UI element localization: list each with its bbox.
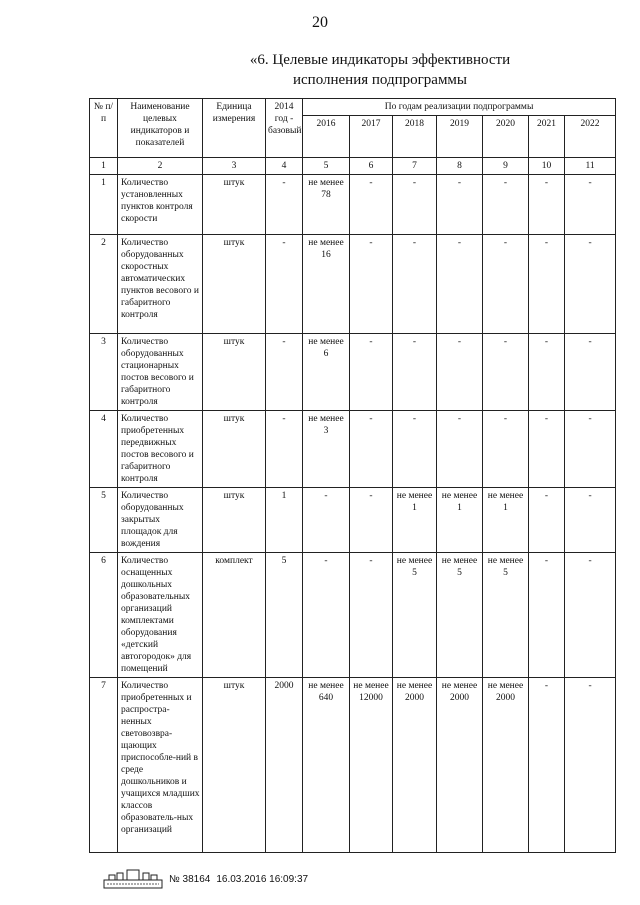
year-value-cell: не менее 5 xyxy=(483,553,529,678)
header-year: 2020 xyxy=(483,116,529,158)
year-value-cell: - xyxy=(350,411,393,488)
table-row xyxy=(90,235,616,334)
col-number: 11 xyxy=(565,158,616,175)
unit-cell: штук xyxy=(203,411,266,488)
year-value-cell: - xyxy=(565,488,616,553)
year-value-cell: - xyxy=(529,553,565,678)
col-number: 10 xyxy=(529,158,565,175)
unit-cell: штук xyxy=(203,175,266,235)
year-value-cell: - xyxy=(303,553,350,678)
year-value-cell: - xyxy=(393,235,437,334)
table-row xyxy=(90,175,616,235)
col-number: 6 xyxy=(350,158,393,175)
base-value-cell: 2000 xyxy=(266,678,303,853)
row-number: 2 xyxy=(90,235,118,334)
col-number: 5 xyxy=(303,158,350,175)
header-num: № п/п xyxy=(90,99,118,158)
base-value-cell: 1 xyxy=(266,488,303,553)
year-value-cell: - xyxy=(350,235,393,334)
year-value-cell: - xyxy=(529,411,565,488)
year-value-cell: не менее 2000 xyxy=(437,678,483,853)
unit-cell: штук xyxy=(203,678,266,853)
year-value-cell: не менее 78 xyxy=(303,175,350,235)
base-value-cell: - xyxy=(266,175,303,235)
row-number: 4 xyxy=(90,411,118,488)
indicator-name: Количество приобретенных и распростра-ненных световозвра-щающих приспособле-ний в среде дошкольников и учащихся младших классов образователь-ных организаций xyxy=(118,678,203,853)
year-value-cell: не менее 6 xyxy=(303,334,350,411)
table-row xyxy=(90,553,616,678)
year-value-cell: не менее 2000 xyxy=(393,678,437,853)
year-value-cell: - xyxy=(437,334,483,411)
table-row xyxy=(90,488,616,553)
document-datetime: 16.03.2016 16:09:37 xyxy=(216,873,309,885)
unit-cell: штук xyxy=(203,235,266,334)
year-value-cell: не менее 3 xyxy=(303,411,350,488)
seal-logo-icon xyxy=(103,868,163,890)
year-value-cell: - xyxy=(393,411,437,488)
column-numbers-row xyxy=(90,158,616,175)
year-value-cell: - xyxy=(565,175,616,235)
header-years-group: По годам реализации подпрограммы xyxy=(303,99,616,116)
year-value-cell: не менее 1 xyxy=(437,488,483,553)
col-number: 4 xyxy=(266,158,303,175)
year-value-cell: - xyxy=(565,678,616,853)
header-year: 2021 xyxy=(529,116,565,158)
year-value-cell: - xyxy=(483,235,529,334)
base-value-cell: - xyxy=(266,235,303,334)
year-value-cell: не менее 1 xyxy=(483,488,529,553)
base-value-cell: - xyxy=(266,411,303,488)
col-number: 2 xyxy=(118,158,203,175)
row-number: 7 xyxy=(90,678,118,853)
year-value-cell: - xyxy=(483,334,529,411)
indicator-name: Количество оборудованных скоростных автоматических пунктов весового и габаритного контроля xyxy=(118,235,203,334)
year-value-cell: - xyxy=(393,334,437,411)
table-row xyxy=(90,678,616,853)
row-number: 1 xyxy=(90,175,118,235)
indicator-name: Количество установленных пунктов контроля скорости xyxy=(118,175,203,235)
year-value-cell: - xyxy=(483,411,529,488)
table-row xyxy=(90,334,616,411)
row-number: 5 xyxy=(90,488,118,553)
page-number: 20 xyxy=(312,14,328,31)
year-value-cell: - xyxy=(350,553,393,678)
unit-cell: штук xyxy=(203,334,266,411)
year-value-cell: не менее 2000 xyxy=(483,678,529,853)
header-year: 2018 xyxy=(393,116,437,158)
row-number: 6 xyxy=(90,553,118,678)
year-value-cell: - xyxy=(437,175,483,235)
header-name: Наименование целевых индикаторов и показателей xyxy=(118,99,203,158)
year-value-cell: - xyxy=(350,334,393,411)
col-number: 3 xyxy=(203,158,266,175)
indicator-name: Количество оборудованных стационарных постов весового и габаритного контроля xyxy=(118,334,203,411)
col-number: 9 xyxy=(483,158,529,175)
section-title xyxy=(200,50,560,90)
year-value-cell: - xyxy=(565,235,616,334)
year-value-cell: - xyxy=(529,488,565,553)
header-year: 2016 xyxy=(303,116,350,158)
base-value-cell: 5 xyxy=(266,553,303,678)
year-value-cell: не менее 12000 xyxy=(350,678,393,853)
year-value-cell: - xyxy=(437,411,483,488)
header-unit: Единица измерения xyxy=(203,99,266,158)
year-value-cell: - xyxy=(529,334,565,411)
unit-cell: штук xyxy=(203,488,266,553)
indicator-name: Количество оснащенных дошкольных образовательных организаций комплектами оборудования «детский автогородок» для помещений xyxy=(118,553,203,678)
year-value-cell: - xyxy=(565,411,616,488)
year-value-cell: - xyxy=(350,175,393,235)
year-value-cell: - xyxy=(350,488,393,553)
table-row xyxy=(90,411,616,488)
base-value-cell: - xyxy=(266,334,303,411)
title-line-1: «6. Целевые индикаторы эффективности xyxy=(249,52,511,68)
year-value-cell: не менее 16 xyxy=(303,235,350,334)
indicator-name: Количество оборудованных закрытых площадок для вождения xyxy=(118,488,203,553)
row-number: 3 xyxy=(90,334,118,411)
year-value-cell: - xyxy=(303,488,350,553)
year-value-cell: - xyxy=(529,678,565,853)
unit-cell: комплект xyxy=(203,553,266,678)
year-value-cell: - xyxy=(529,175,565,235)
footer xyxy=(103,868,308,890)
year-value-cell: - xyxy=(529,235,565,334)
col-number: 1 xyxy=(90,158,118,175)
header-year: 2019 xyxy=(437,116,483,158)
header-year: 2022 xyxy=(565,116,616,158)
year-value-cell: не менее 5 xyxy=(437,553,483,678)
col-number: 7 xyxy=(393,158,437,175)
indicators-table xyxy=(89,98,616,853)
year-value-cell: - xyxy=(565,553,616,678)
year-value-cell: не менее 5 xyxy=(393,553,437,678)
col-number: 8 xyxy=(437,158,483,175)
year-value-cell: - xyxy=(393,175,437,235)
year-value-cell: не менее 1 xyxy=(393,488,437,553)
title-line-2: исполнения подпрограммы xyxy=(292,72,468,88)
year-value-cell: не менее 640 xyxy=(303,678,350,853)
year-value-cell: - xyxy=(565,334,616,411)
document-number: № 38164 xyxy=(169,873,211,885)
header-year: 2017 xyxy=(350,116,393,158)
header-base: 2014 год - базовый xyxy=(266,99,303,158)
year-value-cell: - xyxy=(483,175,529,235)
year-value-cell: - xyxy=(437,235,483,334)
indicator-name: Количество приобретенных передвижных постов весового и габаритного контроля xyxy=(118,411,203,488)
